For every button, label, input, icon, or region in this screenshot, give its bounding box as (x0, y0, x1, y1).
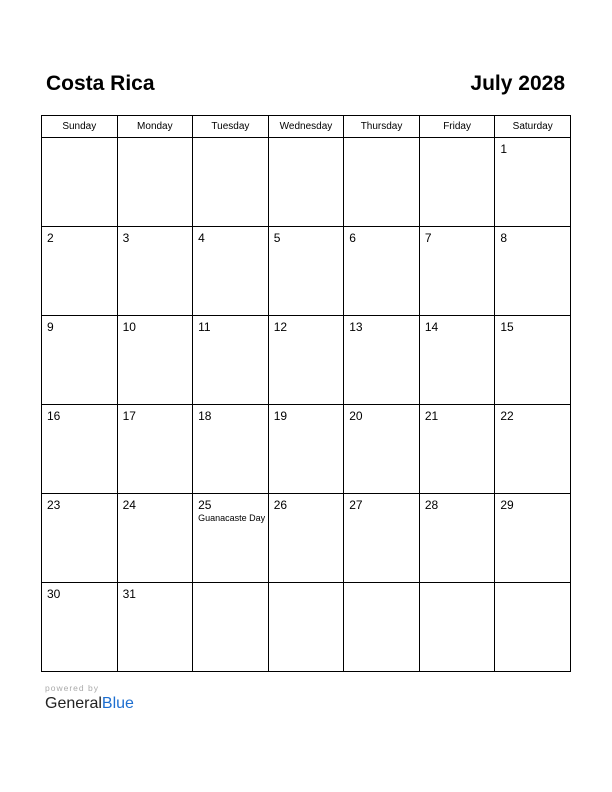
day-number: 16 (47, 409, 61, 423)
day-number: 23 (47, 498, 61, 512)
day-cell (42, 583, 118, 672)
day-number: 9 (47, 320, 54, 334)
day-cell (419, 227, 495, 316)
calendar-grid (41, 115, 571, 672)
day-cell (344, 138, 420, 227)
day-cell (42, 138, 118, 227)
day-number: 21 (424, 409, 439, 423)
day-cell (344, 227, 420, 316)
day-cell (344, 405, 420, 494)
weekday-wednesday: Wednesday (268, 116, 344, 138)
day-cell (419, 583, 495, 672)
day-cell (419, 494, 495, 583)
brand-name-part1: General (45, 695, 102, 712)
day-number (495, 583, 570, 587)
day-number: 25 (198, 498, 212, 512)
day-number (344, 583, 419, 587)
day-cell (193, 583, 269, 672)
day-number: 18 (198, 409, 212, 423)
month-title: July 2028 (470, 72, 565, 95)
day-cell (42, 227, 118, 316)
day-number: 5 (273, 231, 281, 245)
day-cell (344, 316, 420, 405)
week-row (42, 138, 571, 227)
day-cell (419, 405, 495, 494)
day-number: 26 (273, 498, 288, 512)
day-cell (268, 138, 344, 227)
week-row (42, 316, 571, 405)
weekday-saturday: Saturday (495, 116, 571, 138)
day-number (118, 138, 193, 142)
day-number: 19 (273, 409, 288, 423)
weekday-friday: Friday (419, 116, 495, 138)
day-cell (495, 405, 571, 494)
day-number: 31 (122, 587, 136, 601)
brand-name-part2: Blue (101, 695, 134, 712)
day-number (269, 583, 344, 587)
weekday-sunday: Sunday (42, 116, 118, 138)
day-cell (117, 227, 193, 316)
day-number: 2 (47, 231, 54, 245)
day-number: 8 (500, 231, 508, 245)
day-number: 27 (349, 498, 363, 512)
day-number: 30 (47, 587, 61, 601)
day-number: 24 (122, 498, 136, 512)
day-cell (419, 316, 495, 405)
day-cell (193, 405, 269, 494)
day-cell (268, 583, 344, 672)
day-number: 11 (198, 320, 211, 334)
day-cell (495, 583, 571, 672)
day-cell (268, 405, 344, 494)
day-cell (193, 227, 269, 316)
day-cell (193, 316, 269, 405)
day-cell (42, 316, 118, 405)
day-number: 6 (349, 231, 356, 245)
day-number (193, 583, 268, 587)
day-cell (117, 494, 193, 583)
day-number: 10 (122, 320, 136, 334)
day-number: 15 (500, 320, 514, 334)
day-cell (117, 138, 193, 227)
day-cell (193, 138, 269, 227)
weekday-header-row (42, 116, 571, 138)
day-cell (117, 316, 193, 405)
day-number (193, 138, 268, 142)
day-cell (495, 227, 571, 316)
day-cell (495, 138, 571, 227)
day-number: 14 (424, 320, 439, 334)
day-number: 17 (122, 409, 136, 423)
day-cell (42, 405, 118, 494)
day-cell (419, 138, 495, 227)
week-row (42, 405, 571, 494)
day-cell (268, 227, 344, 316)
day-cell (117, 405, 193, 494)
day-cell (42, 494, 118, 583)
day-number: 12 (273, 320, 288, 334)
day-cell (495, 316, 571, 405)
powered-by-text: powered by (45, 683, 99, 693)
day-cell (344, 583, 420, 672)
country-title: Costa Rica (46, 72, 155, 95)
week-row (42, 494, 571, 583)
day-number: 13 (349, 320, 363, 334)
day-number: 3 (122, 231, 130, 245)
day-cell (268, 316, 344, 405)
day-number (42, 138, 117, 142)
footer (45, 683, 134, 713)
weekday-thursday: Thursday (344, 116, 420, 138)
day-cell (268, 494, 344, 583)
day-number (269, 138, 344, 142)
day-number: 1 (500, 142, 508, 156)
day-cell (495, 494, 571, 583)
day-number (420, 583, 495, 587)
holiday-label: Guanacaste Day (198, 513, 266, 523)
week-row (42, 227, 571, 316)
day-number (420, 138, 495, 142)
weekday-tuesday: Tuesday (193, 116, 269, 138)
day-number: 28 (424, 498, 439, 512)
day-cell (193, 494, 269, 583)
day-number: 7 (424, 231, 432, 245)
week-row (42, 583, 571, 672)
brand-logo (45, 695, 134, 713)
day-cell (344, 494, 420, 583)
day-cell (117, 583, 193, 672)
day-number: 29 (500, 498, 514, 512)
day-number: 22 (500, 409, 514, 423)
day-number (344, 138, 419, 142)
day-number: 20 (349, 409, 363, 423)
weekday-monday: Monday (117, 116, 193, 138)
day-number: 4 (198, 231, 205, 245)
